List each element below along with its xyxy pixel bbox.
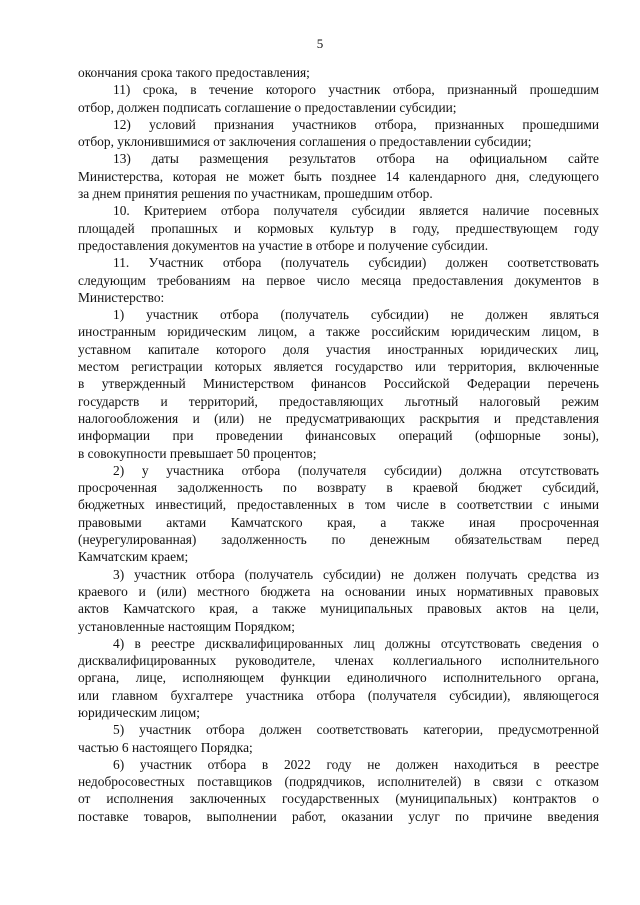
- text-line: государств и территорий, предоставляющих льготный налоговый режим: [78, 393, 599, 409]
- text-line: краевого и (или) местного бюджета на основании иных нормативных правовых: [78, 583, 599, 599]
- text-line: бюджетных инвестиций, предоставленных в том числе в соответствии с иными: [78, 497, 599, 513]
- text-line: частью 6 настоящего Порядка;: [78, 739, 253, 755]
- text-line: недобросовестных поставщиков (подрядчиков, исполнителей) в связи с отказом: [78, 774, 599, 790]
- text-line: (неурегулированная) задолженность по денежным обязательствам перед: [78, 532, 599, 548]
- text-line: уставном капитале которого доля участия иностранных юридических лиц,: [78, 341, 599, 357]
- text-line: Министерство:: [78, 289, 165, 305]
- document-body: [78, 64, 599, 825]
- text-line: дисквалифицированных руководителе, членах коллегиального исполнительного: [78, 653, 599, 669]
- text-line: 12) условий признания участников отбора, признанных прошедшими: [113, 116, 599, 132]
- text-line: площадей пропашных и кормовых культур в году, предшествующем году: [78, 220, 599, 236]
- text-line: отбор, должен подписать соглашение о предоставлении субсидии;: [78, 99, 457, 115]
- text-line: за днем принятия решения по участникам, прошедшим отбор.: [78, 186, 433, 202]
- page-number: 5: [316, 36, 324, 51]
- text-line: информации при проведении финансовых операций (офшорные зоны),: [78, 428, 599, 444]
- text-line: 11. Участник отбора (получатель субсидии) должен соответствовать: [113, 255, 599, 271]
- text-line: 4) в реестре дисквалифицированных лиц должны отсутствовать сведения о: [113, 635, 599, 651]
- text-line: 13) даты размещения результатов отбора на официальном сайте: [113, 151, 599, 167]
- text-line: Министерства, которая не может быть позднее 14 календарного дня, следующего: [78, 168, 599, 184]
- text-line: 5) участник отбора должен соответствовать категории, предусмотренной: [113, 722, 599, 738]
- text-line: местом регистрации которых является государство или территория, включенные: [78, 359, 599, 375]
- text-line: 6) участник отбора в 2022 году не должен находиться в реестре: [113, 756, 599, 772]
- text-line: налогообложения и (или) не предусматривающих раскрытия и представления: [78, 410, 599, 426]
- text-line: следующим требованиям на первое число месяца предоставления документов в: [78, 272, 599, 288]
- text-line: предоставления документов на участие в отборе и получение субсидии.: [78, 237, 489, 253]
- text-line: в совокупности превышает 50 процентов;: [78, 445, 317, 461]
- text-line: правовыми актами Камчатского края, а также иная просроченная: [78, 514, 599, 530]
- text-line: 11) срока, в течение которого участник отбора, признанный прошедшим: [113, 82, 599, 98]
- text-line: актов Камчатского края, а также муниципальных правовых актов на цели,: [78, 601, 599, 617]
- text-line: окончания срока такого предоставления;: [78, 65, 310, 80]
- text-line: отбор, уклонившимися от заключения соглашения о предоставлении субсидии;: [78, 134, 532, 150]
- text-line: 1) участник отбора (получатель субсидии) не должен являться: [113, 307, 599, 323]
- text-line: поставке товаров, выполнении работ, оказании услуг по причине введения: [78, 808, 599, 824]
- text-line: органа, лице, исполняющем функции единоличного исполнительного органа,: [78, 670, 599, 686]
- text-line: юридическим лицом;: [78, 704, 200, 720]
- text-line: установленные настоящим Порядком;: [78, 618, 295, 634]
- text-line: 10. Критерием отбора получателя субсидии является наличие посевных: [113, 203, 599, 219]
- text-line: просроченная задолженность по возврату в краевой бюджет субсидий,: [78, 480, 599, 496]
- text-line: 3) участник отбора (получатель субсидии) не должен получать средства из: [113, 566, 599, 582]
- text-line: 2) у участника отбора (получателя субсидии) должна отсутствовать: [113, 462, 599, 478]
- text-line: или главном бухгалтере участника отбора (получателя субсидии), являющегося: [78, 687, 599, 703]
- text-line: в утвержденный Министерством финансов Российской Федерации перечень: [78, 376, 599, 392]
- text-line: от исполнения заключенных государственных (муниципальных) контрактов о: [78, 791, 599, 807]
- text-line: иностранным юридическим лицом, а также российским юридическим лицом, в: [78, 324, 599, 340]
- text-line: Камчатским краем;: [78, 549, 189, 565]
